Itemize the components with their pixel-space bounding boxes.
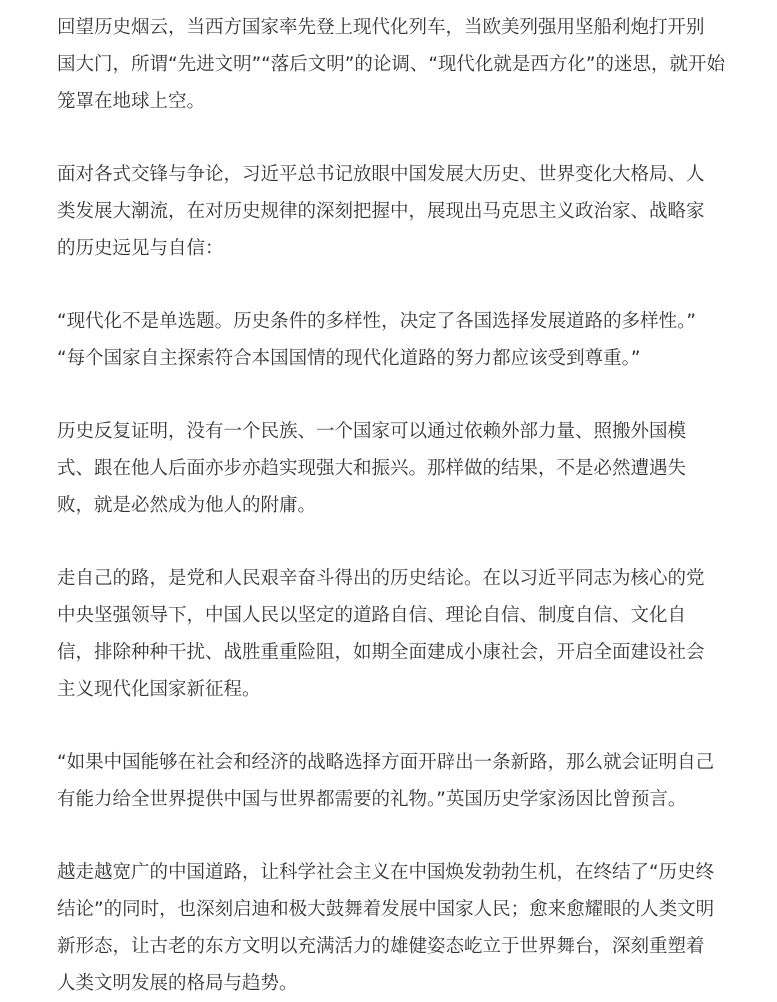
paragraph-3-quote: “现代化不是单选题。历史条件的多样性，决定了各国选择发展道路的多样性。” “每个国家自主探索符合本国国情的现代化道路的努力都应该受到尊重。”	[57, 311, 696, 369]
paragraph-6-quote: “如果中国能够在社会和经济的战略选择方面开辟出一条新路，那么就会证明自己 有能力给全世界提供中国与世界都需要的礼物。”英国历史学家汤因比曾预言。	[57, 752, 715, 810]
paragraph-5: 走自己的路，是党和人民艰辛奋斗得出的历史结论。在以习近平同志为核心的党 中央坚强领导下，中国人民以坚定的道路自信、理论自信、制度自信、文化自 信，排除种种干扰、战胜重重险阻，如期全面建成小康社会，开启全面建设社会 主义现代化国家新征程。	[57, 568, 705, 700]
paragraph-7: 越走越宽广的中国道路，让科学社会主义在中国焕发勃勃生机，在终结了“历史终 结论”的同时，也深刻启迪和极大鼓舞着发展中国家人民；愈来愈耀眼的人类文明 新形态，让古老的东方文明以充满活力的雄健姿态屹立于世界舞台，深刻重塑着 人类文明发展的格局与趋势。	[57, 862, 715, 994]
paragraph-4: 历史反复证明，没有一个民族、一个国家可以通过依赖外部力量、照搬外国模 式、跟在他人后面亦步亦趋实现强大和振兴。那样做的结果，不是必然遭遇失 败，就是必然成为他人的附庸。	[57, 421, 687, 516]
paragraph-1: 回望历史烟云，当西方国家率先登上现代化列车，当欧美列强用坚船利炮打开别 国大门，所谓“先进文明”“落后文明”的论调、“现代化就是西方化”的迷思，就开始 笼罩在地球上空。	[57, 17, 726, 112]
paragraph-2: 面对各式交锋与争论，习近平总书记放眼中国发展大历史、世界变化大格局、人 类发展大潮流，在对历史规律的深刻把握中，展现出马克思主义政治家、战略家 的历史远见与自信：	[57, 164, 705, 259]
article-body	[57, 9, 727, 1002]
